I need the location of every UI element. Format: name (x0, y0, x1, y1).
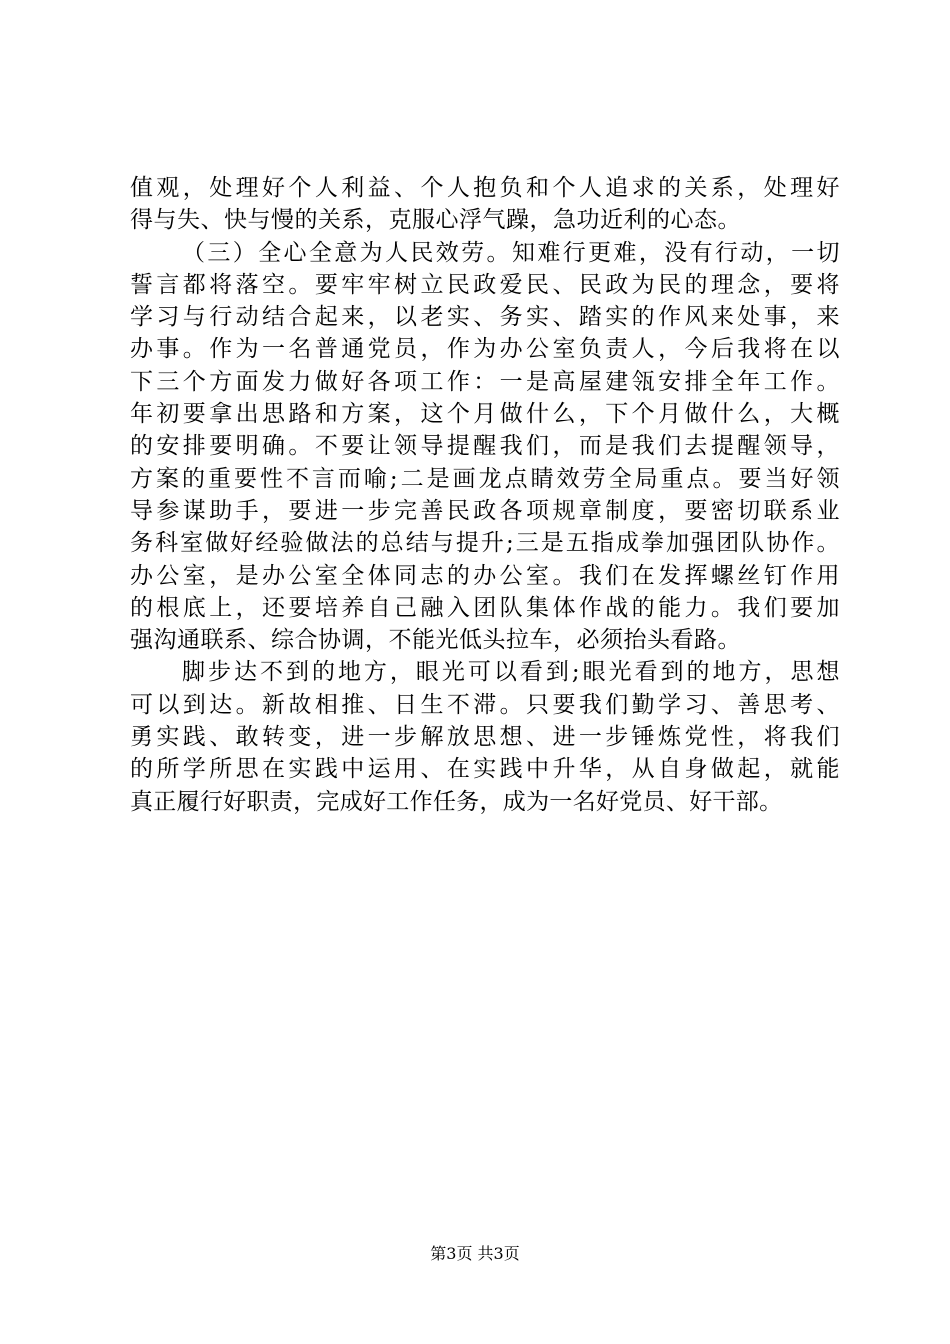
text-line: 办事。作为一名普通党员，作为办公室负责人，今后我将在以 (130, 336, 840, 363)
text-line: 勇实践、敢转变，进一步解放思想、进一步锤炼党性，将我们 (130, 724, 840, 751)
text-line: 年初要拿出思路和方案，这个月做什么，下个月做什么，大概 (130, 401, 840, 428)
text-line: 方案的重要性不言而喻;二是画龙点睛效劳全局重点。要当好领 (130, 465, 840, 492)
text-line: 的根底上，还要培养自己融入团队集体作战的能力。我们要加 (130, 594, 840, 621)
page-footer: 第3页 共3页 (430, 1244, 520, 1263)
text-line: （三）全心全意为人民效劳。知难行更难，没有行动，一切 (182, 239, 840, 266)
text-line: 学习与行动结合起来，以老实、务实、踏实的作风来处事，来 (130, 304, 840, 331)
text-line: 务科室做好经验做法的总结与提升;三是五指成拳加强团队协作。 (130, 530, 840, 557)
text-line: 真正履行好职责，完成好工作任务，成为一名好党员、好干部。 (130, 788, 783, 815)
text-line: 誓言都将落空。要牢牢树立民政爱民、民政为民的理念，要将 (130, 271, 840, 298)
text-line: 脚步达不到的地方，眼光可以看到;眼光看到的地方，思想 (182, 659, 840, 686)
text-line: 得与失、快与慢的关系，克服心浮气躁，急功近利的心态。 (130, 207, 741, 234)
paragraph-2 (130, 237, 840, 657)
paragraph-1 (130, 172, 840, 237)
text-line: 导参谋助手，要进一步完善民政各项规章制度，要密切联系业 (130, 497, 840, 524)
paragraph-3 (130, 656, 840, 817)
text-line: 值观，处理好个人利益、个人抱负和个人追求的关系，处理好 (130, 175, 840, 201)
text-line: 强沟通联系、综合协调，不能光低头拉车，必须抬头看路。 (130, 627, 741, 654)
text-line: 下三个方面发力做好各项工作：一是高屋建瓴安排全年工作。 (130, 368, 840, 395)
text-line: 办公室，是办公室全体同志的办公室。我们在发挥螺丝钉作用 (130, 562, 840, 589)
document-body (130, 172, 840, 818)
text-line: 可以到达。新故相推、日生不滞。只要我们勤学习、善思考、 (130, 691, 840, 718)
text-line: 的所学所思在实践中运用、在实践中升华，从自身做起，就能 (130, 756, 840, 783)
text-line: 的安排要明确。不要让领导提醒我们，而是我们去提醒领导， (130, 433, 840, 460)
